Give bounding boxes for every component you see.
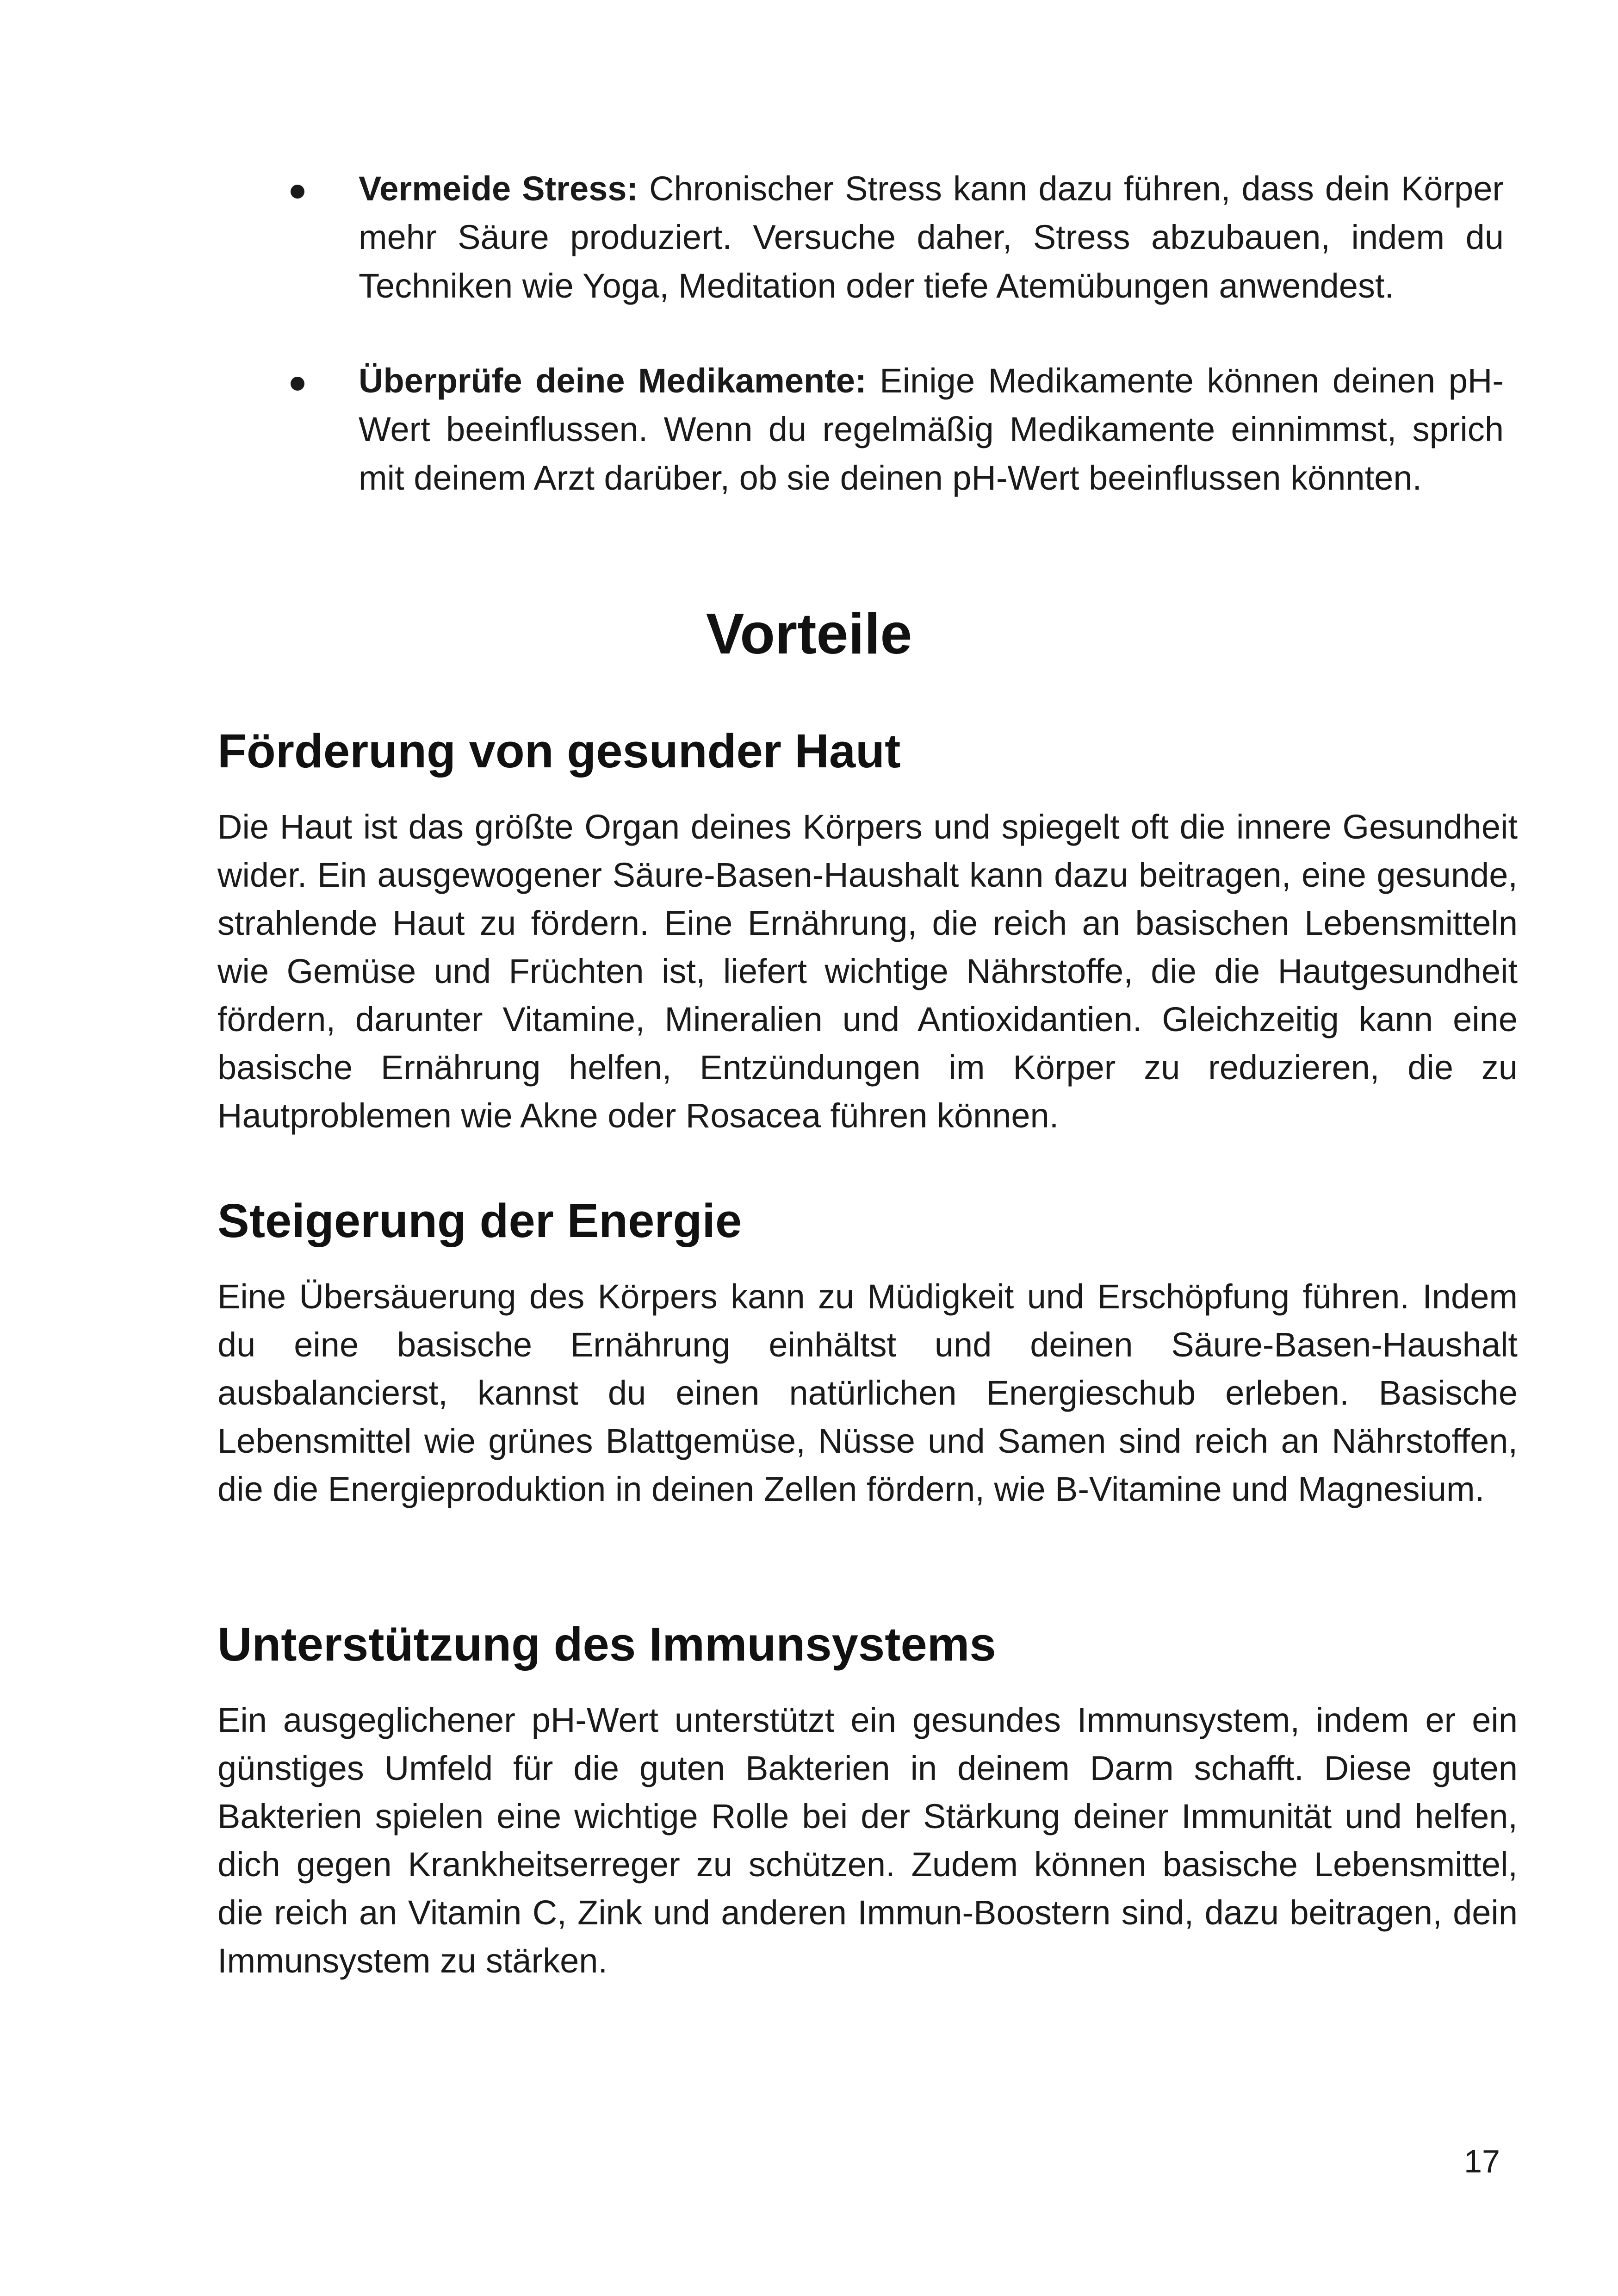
section-paragraph: Ein ausgeglichener pH-Wert unterstützt ein gesundes Immunsystem, indem er ein günstiges Umfeld für die guten Bakterien in deinem Darm schafft. Diese guten Bakterien spielen eine wichtige Rolle bei der Stärkung deiner Immunität und helfen, dich gegen Krankheitserreger zu schützen. Zudem können basische Lebensmittel, die reich an Vitamin C, Zink und anderen Immun-Boostern sind, dazu beitragen, dein Immunsystem zu stärken.	[217, 1701, 1518, 1980]
page-number: 17	[1464, 2143, 1500, 2179]
bullet-text: Chronischer Stress kann dazu führen, dass dein Körper mehr Säure produziert. Versuche daher, Stress abzubauen, indem du Techniken wie Yoga, Meditation oder tiefe Atemübungen anwendest.	[359, 169, 1504, 305]
chapter-heading: Vorteile	[706, 602, 912, 666]
section-paragraph: Eine Übersäuerung des Körpers kann zu Müdigkeit und Erschöpfung führen. Indem du eine basische Ernährung einhältst und deinen Säure-Basen-Haushalt ausbalancierst, kannst du einen natürlichen Energieschub erleben. Basische Lebensmittel wie grünes Blattgemüse, Nüsse und Samen sind reich an Nährstoffen, die die Energieproduktion in deinen Zellen fördern, wie B-Vitamine und Magnesium.	[217, 1277, 1518, 1508]
bullet-term: Überprüfe deine Medikamente:	[359, 361, 867, 400]
bullet-term: Vermeide Stress:	[359, 169, 639, 208]
section-skin	[217, 722, 1518, 1140]
section-energy	[217, 1192, 1518, 1513]
list-item	[287, 164, 1504, 310]
section-heading: Förderung von gesunder Haut	[217, 724, 901, 778]
section-heading: Unterstützung des Immunsystems	[217, 1618, 996, 1671]
tips-bullet-list	[287, 164, 1504, 548]
bullet-text: Einige Medikamente können deinen pH-Wert beeinflussen. Wenn du regelmäßig Medikamente einnimmst, sprich mit deinem Arzt darüber, ob sie deinen pH-Wert beeinflussen könnten.	[359, 361, 1504, 497]
section-immune-system	[217, 1615, 1518, 1985]
bullet-icon	[291, 185, 304, 199]
section-heading: Steigerung der Energie	[217, 1194, 742, 1247]
list-item	[287, 356, 1504, 502]
section-paragraph: Die Haut ist das größte Organ deines Körpers und spiegelt oft die innere Gesundheit wider. Ein ausgewogener Säure-Basen-Haushalt kann dazu beitragen, eine gesunde, strahlende Haut zu fördern. Eine Ernährung, die reich an basischen Lebensmitteln wie Gemüse und Früchten ist, liefert wichtige Nährstoffe, die die Hautgesundheit fördern, darunter Vitamine, Mineralien und Antioxidantien. Gleichzeitig kann eine basische Ernährung helfen, Entzündungen im Körper zu reduzieren, die zu Hautproblemen wie Akne oder Rosacea führen können.	[217, 808, 1518, 1135]
bullet-icon	[291, 377, 304, 391]
